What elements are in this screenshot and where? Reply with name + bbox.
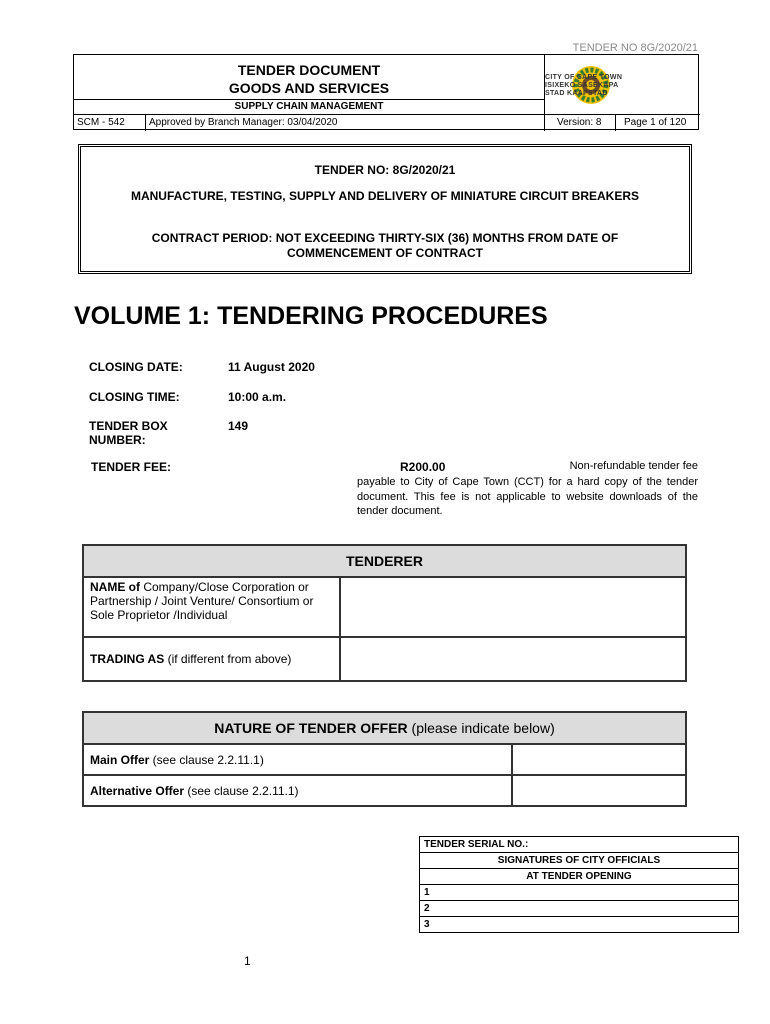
nature-heading-rest: (please indicate below) xyxy=(407,720,555,736)
trading-as-field[interactable] xyxy=(340,637,686,681)
tender-box-number: 149 xyxy=(228,419,249,433)
tenderer-heading: TENDERER xyxy=(83,545,686,577)
main-offer-label-rest: (see clause 2.2.11.1) xyxy=(149,752,264,767)
nature-of-offer-table xyxy=(82,711,687,807)
company-name-label-bold: NAME of xyxy=(90,580,140,594)
signature-row[interactable]: 3 xyxy=(420,917,739,933)
nature-heading-bold: NATURE OF TENDER OFFER xyxy=(214,720,408,736)
version-info: Version: 8 xyxy=(545,115,616,131)
main-offer-field[interactable] xyxy=(512,744,686,775)
tender-fee-amount: R200.00 xyxy=(400,460,446,474)
closing-time-value: 10:00 a.m. xyxy=(228,390,287,404)
main-offer-label xyxy=(83,744,512,775)
tender-number-header: TENDER NO 8G/2020/21 xyxy=(572,42,698,54)
page-info: Page 1 of 120 xyxy=(624,117,687,128)
approval-info: Approved by Branch Manager: 03/04/2020 xyxy=(146,115,545,131)
trading-as-label-rest: (if different from above) xyxy=(164,652,292,666)
company-name-label-rest: Company/Close Corporation or Partnership / Joint Venture/ Consortium or xyxy=(90,580,314,608)
company-name-label xyxy=(83,577,340,637)
tender-fee-note: Non-refundable tender fee xyxy=(569,460,698,472)
company-name-label-line2: Sole Proprietor /Individual xyxy=(90,608,228,622)
trading-as-label xyxy=(83,637,340,681)
scm-code: SCM - 542 xyxy=(74,115,146,131)
signatures-table xyxy=(419,836,739,933)
tender-summary-box xyxy=(78,144,692,274)
company-name-field[interactable] xyxy=(340,577,686,637)
contract-period: CONTRACT PERIOD: NOT EXCEEDING THIRTY-SIX (36) MONTHS FROM DATE OF COMMENCEMENT OF CONTRACT xyxy=(151,231,619,260)
closing-time-label: CLOSING TIME: xyxy=(89,390,180,404)
closing-date-value: 11 August 2020 xyxy=(228,360,315,374)
header-title-line2: GOODS AND SERVICES xyxy=(228,80,390,96)
tender-box-label xyxy=(89,419,168,447)
trading-as-label-bold: TRADING AS xyxy=(90,652,165,666)
page-number: 1 xyxy=(244,954,251,968)
tender-fee-label: TENDER FEE: xyxy=(91,460,172,474)
logo-text-line: ISIXEKO SASEKAPA xyxy=(545,82,619,89)
tender-fee-description: payable to City of Cape Town (CCT) for a hard copy of the tender document. This fee is not applicable to website downloads of the tender document. xyxy=(357,476,698,517)
logo-text-line: CITY OF CAPE TOWN xyxy=(545,74,623,81)
main-offer-label-bold: Main Offer xyxy=(90,752,150,767)
signatures-heading-line2: AT TENDER OPENING xyxy=(420,869,739,885)
tender-box-label-line2: NUMBER: xyxy=(89,433,146,447)
header-title-line1: TENDER DOCUMENT xyxy=(237,62,381,78)
alternative-offer-field[interactable] xyxy=(512,775,686,806)
tender-serial-label: TENDER SERIAL NO.: xyxy=(420,837,739,853)
nature-heading xyxy=(83,712,686,744)
tenderer-table xyxy=(82,544,687,682)
tender-number: TENDER NO: 8G/2020/21 xyxy=(314,163,456,177)
alternative-offer-label-bold: Alternative Offer xyxy=(90,783,185,798)
signature-row[interactable]: 1 xyxy=(420,885,739,901)
alternative-offer-label-rest: (see clause 2.2.11.1) xyxy=(184,783,299,798)
signature-row[interactable]: 2 xyxy=(420,901,739,917)
header-meta-row xyxy=(74,114,700,131)
logo-text-line: STAD KAAPSTAD xyxy=(545,90,608,97)
signatures-heading-line1: SIGNATURES OF CITY OFFICIALS xyxy=(420,853,739,869)
alternative-offer-label xyxy=(83,775,512,806)
closing-date-label: CLOSING DATE: xyxy=(89,360,183,374)
volume-title: VOLUME 1: TENDERING PROCEDURES xyxy=(74,302,548,330)
header-title xyxy=(74,55,545,99)
tender-box-label-line1: TENDER BOX xyxy=(89,419,168,433)
logo-text xyxy=(545,74,622,98)
header-department: SUPPLY CHAIN MANAGEMENT xyxy=(74,99,545,114)
tender-description: MANUFACTURE, TESTING, SUPPLY AND DELIVERY OF MINIATURE CIRCUIT BREAKERS xyxy=(130,189,640,203)
